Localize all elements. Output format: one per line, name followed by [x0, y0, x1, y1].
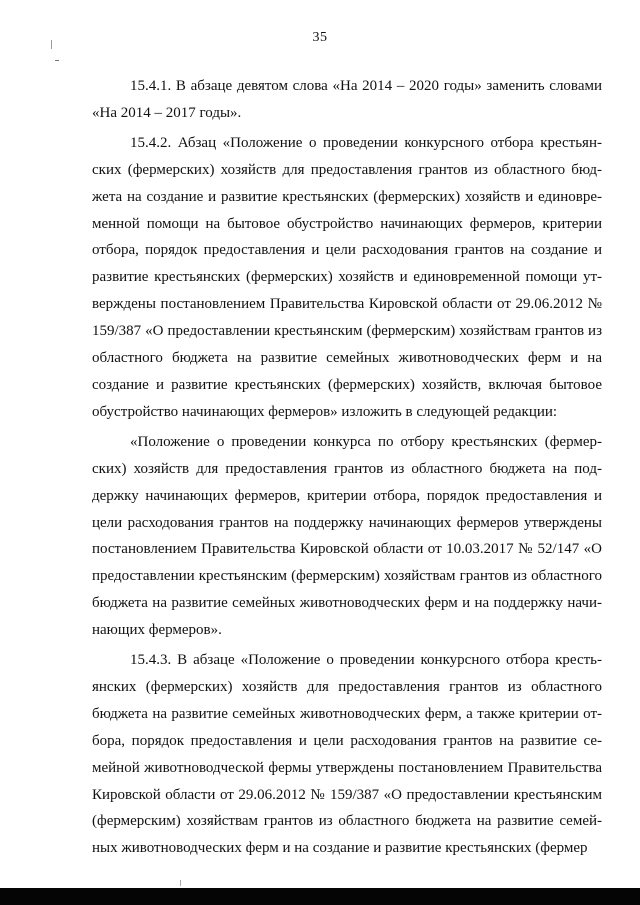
paragraph-15-4-3: 15.4.3. В абзаце «Положение о проведении конкурсного отбора крестьянских (фермерских) хозяйств для предоставления грантов из областного бюджета на развитие семейных животноводческих ферм, а также критерии отбора, порядок предоставления и цели расходования грантов на развитие семейной животноводческой фермы утверждены постановлением Правительства Кировской области от 29.06.2012 № 159/387 «О предоставлении крестьянским (фермерским) хозяйствам грантов из областного бюджета на развитие семейных животноводческих ферм и на создание и развитие крестьянских (фермер	[92, 652, 602, 857]
paragraph-quoted-regulation: «Положение о проведении конкурса по отбору крестьянских (фермерских) хозяйств для предоставления грантов из областного бюджета на поддержку начинающих фермеров, критерии отбора, порядок предоставления и цели расходования грантов на поддержку начинающих фермеров утверждены постановлением Правительства Кировской области от 10.03.2017 № 52/147 «О предоставлении крестьянским (фермерским) хозяйствам грантов из областного бюджета на развитие семейных животноводческих ферм и на поддержку начинающих фермеров».	[92, 433, 602, 639]
document-body	[92, 73, 602, 865]
page-number: 35	[312, 30, 328, 45]
scan-artifact	[180, 880, 181, 886]
scan-margin-mark	[55, 60, 59, 61]
paragraph-15-4-2: 15.4.2. Абзац «Положение о проведении конкурсного отбора крестьянских (фермерских) хозяйств для предоставления грантов из областного бюджета на создание и развитие крестьянских (фермерских) хозяйств и единовременной помощи на бытовое обустройство начинающих фермеров, критерии отбора, порядок предоставления и цели расходования грантов на создание и развитие крестьянских (фермерских) хозяйств и единовременной помощи утверждены постановлением Правительства Кировской области от 29.06.2012 № 159/387 «О предоставлении крестьянским (фермерским) хозяйствам грантов из областного бюджета на развитие семейных животноводческих ферм и на создание и развитие крестьянских (фермерских) хозяйств, включая бытовое обустройство начинающих фермеров» изложить в следующей редакции:	[92, 134, 602, 420]
scan-bottom-edge	[0, 888, 640, 905]
paragraph-15-4-1: 15.4.1. В абзаце девятом слова «На 2014 – 2020 годы» заменить словами «На 2014 – 2017 годы».	[92, 78, 602, 121]
